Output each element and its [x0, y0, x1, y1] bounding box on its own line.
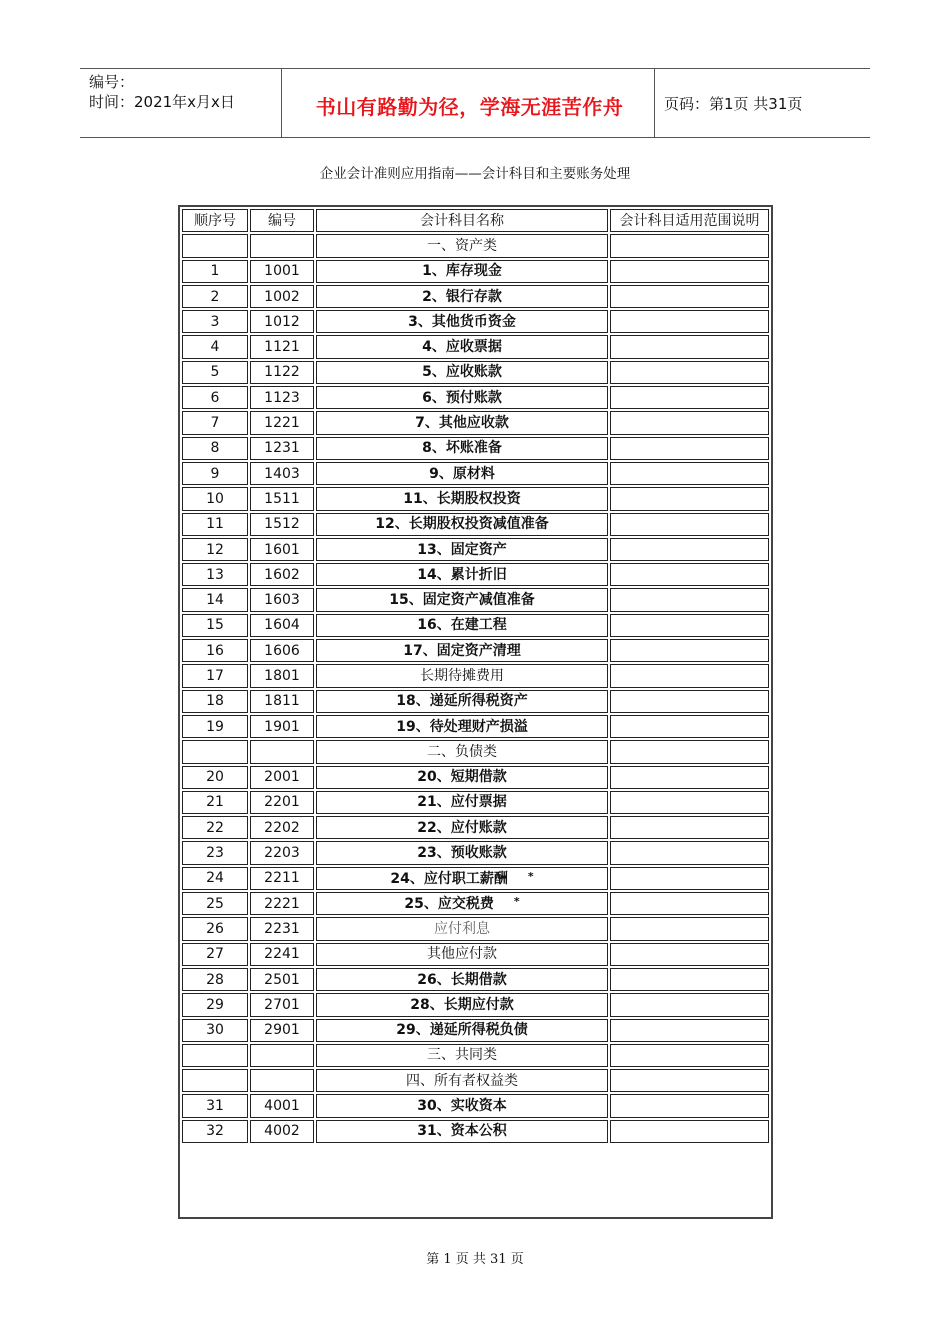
- table-row: [182, 285, 769, 308]
- cell-code: 1001: [250, 260, 314, 283]
- cell-scope: [610, 841, 769, 864]
- cell-scope: [610, 917, 769, 940]
- table-row: [182, 715, 769, 738]
- cell-code: 2501: [250, 968, 314, 991]
- cell-seq: 2: [182, 285, 248, 308]
- cell-account-name: [316, 1019, 608, 1042]
- table-header-row: [182, 209, 769, 232]
- account-name-text: 4、应收票据: [422, 339, 502, 356]
- page-info: 页码：第1页 共31页: [664, 95, 803, 113]
- account-name-text: 9、原材料: [429, 465, 495, 482]
- cell-code: 2241: [250, 943, 314, 966]
- cell-seq: 7: [182, 411, 248, 434]
- cell-code: [250, 234, 314, 257]
- account-name-text: 四、所有者权益类: [406, 1072, 518, 1089]
- cell-seq: [182, 740, 248, 763]
- cell-code: 1601: [250, 538, 314, 561]
- account-name-text: 18、递延所得税资产: [396, 693, 528, 710]
- account-name-text: 三、共同类: [427, 1047, 497, 1064]
- account-name-text: 应付利息: [434, 920, 490, 937]
- account-name-text: 29、递延所得税负债: [396, 1022, 528, 1039]
- asterisk-mark: *: [527, 869, 534, 883]
- cell-code: 2202: [250, 816, 314, 839]
- cell-scope: [610, 487, 769, 510]
- header-divider: [654, 69, 655, 137]
- cell-code: 2203: [250, 841, 314, 864]
- document-title: 企业会计准则应用指南——会计科目和主要账务处理: [319, 166, 631, 182]
- cell-seq: 15: [182, 614, 248, 637]
- page-footer: 第 1 页 共 31 页: [426, 1252, 524, 1267]
- cell-account-name: [316, 538, 608, 561]
- cell-account-name: [316, 310, 608, 333]
- table-row: [182, 968, 769, 991]
- cell-scope: [610, 867, 769, 890]
- cell-account-name: [316, 1069, 608, 1092]
- table-row: [182, 841, 769, 864]
- cell-seq: 29: [182, 993, 248, 1016]
- cell-account-name: [316, 816, 608, 839]
- header-divider: [281, 69, 282, 137]
- cell-scope: [610, 260, 769, 283]
- cell-seq: 20: [182, 766, 248, 789]
- table-row: [182, 260, 769, 283]
- cell-scope: [610, 1094, 769, 1117]
- cell-code: 2231: [250, 917, 314, 940]
- table-row: [182, 690, 769, 713]
- cell-scope: [610, 1019, 769, 1042]
- col-header-seq: 顺序号: [182, 209, 248, 232]
- table-row: [182, 335, 769, 358]
- cell-scope: [610, 538, 769, 561]
- cell-code: 1221: [250, 411, 314, 434]
- cell-account-name: [316, 968, 608, 991]
- account-name-text: 22、应付账款: [417, 819, 507, 836]
- cell-scope: [610, 740, 769, 763]
- account-name-text: 2、银行存款: [422, 288, 502, 305]
- cell-account-name: [316, 1044, 608, 1067]
- cell-code: 1231: [250, 437, 314, 460]
- account-name-text: 19、待处理财产损溢: [396, 718, 528, 735]
- col-header-name: 会计科目名称: [316, 209, 608, 232]
- cell-code: 1801: [250, 664, 314, 687]
- cell-account-name: [316, 993, 608, 1016]
- cell-seq: 22: [182, 816, 248, 839]
- col-header-code: 编号: [250, 209, 314, 232]
- cell-scope: [610, 791, 769, 814]
- cell-account-name: [316, 588, 608, 611]
- table-row: [182, 411, 769, 434]
- cell-code: 4001: [250, 1094, 314, 1117]
- cell-scope: [610, 1044, 769, 1067]
- account-name-text: 11、长期股权投资: [403, 490, 521, 507]
- cell-code: 1121: [250, 335, 314, 358]
- cell-account-name: [316, 917, 608, 940]
- cell-account-name: [316, 614, 608, 637]
- cell-scope: [610, 588, 769, 611]
- cell-scope: [610, 563, 769, 586]
- cell-code: [250, 740, 314, 763]
- cell-scope: [610, 715, 769, 738]
- table-row: [182, 588, 769, 611]
- cell-seq: [182, 1044, 248, 1067]
- cell-seq: 3: [182, 310, 248, 333]
- cell-account-name: [316, 462, 608, 485]
- cell-account-name: [316, 841, 608, 864]
- cell-account-name: [316, 1094, 608, 1117]
- account-name-text: 长期待摊费用: [420, 667, 504, 684]
- cell-account-name: [316, 437, 608, 460]
- header-motto: 书山有路勤为径，学海无涯苦作舟: [315, 95, 624, 119]
- cell-seq: 19: [182, 715, 248, 738]
- cell-code: [250, 1069, 314, 1092]
- table-row: [182, 386, 769, 409]
- cell-account-name: [316, 563, 608, 586]
- account-name-text: 25、应交税费: [404, 896, 494, 913]
- cell-seq: 14: [182, 588, 248, 611]
- cell-seq: 12: [182, 538, 248, 561]
- cell-seq: 23: [182, 841, 248, 864]
- table-row: [182, 1044, 769, 1067]
- cell-seq: 17: [182, 664, 248, 687]
- cell-scope: [610, 310, 769, 333]
- table-row: [182, 1120, 769, 1143]
- account-name-text: 6、预付账款: [422, 389, 502, 406]
- cell-account-name: [316, 943, 608, 966]
- table-row: [182, 563, 769, 586]
- cell-code: 2211: [250, 867, 314, 890]
- cell-account-name: [316, 766, 608, 789]
- cell-scope: [610, 968, 769, 991]
- cell-seq: 16: [182, 639, 248, 662]
- cell-code: 2701: [250, 993, 314, 1016]
- cell-seq: 4: [182, 335, 248, 358]
- cell-code: 4002: [250, 1120, 314, 1143]
- header-left-block: [89, 72, 235, 112]
- account-name-text: 二、负债类: [427, 743, 497, 760]
- cell-code: 1511: [250, 487, 314, 510]
- account-name-text: 8、坏账准备: [422, 440, 502, 457]
- table-row: [182, 816, 769, 839]
- accounts-table: [178, 205, 773, 1219]
- cell-seq: 6: [182, 386, 248, 409]
- table-row: [182, 1094, 769, 1117]
- cell-seq: [182, 234, 248, 257]
- cell-scope: [610, 943, 769, 966]
- cell-scope: [610, 816, 769, 839]
- account-name-text: 31、资本公积: [417, 1123, 507, 1140]
- cell-scope: [610, 892, 769, 915]
- table-row: [182, 361, 769, 384]
- account-name-text: 30、实收资本: [417, 1098, 507, 1115]
- cell-seq: 8: [182, 437, 248, 460]
- time-label: 时间：2021年x月x日: [89, 93, 235, 111]
- cell-scope: [610, 234, 769, 257]
- account-name-text: 24、应付职工薪酬: [390, 870, 508, 887]
- cell-seq: 28: [182, 968, 248, 991]
- cell-account-name: [316, 386, 608, 409]
- account-name-text: 15、固定资产减值准备: [389, 592, 535, 609]
- cell-account-name: [316, 664, 608, 687]
- table-row: [182, 538, 769, 561]
- table-row: [182, 867, 769, 890]
- cell-seq: 30: [182, 1019, 248, 1042]
- cell-account-name: [316, 867, 608, 890]
- cell-account-name: [316, 487, 608, 510]
- cell-seq: 9: [182, 462, 248, 485]
- cell-seq: 25: [182, 892, 248, 915]
- cell-code: 1606: [250, 639, 314, 662]
- account-name-text: 12、长期股权投资减值准备: [375, 516, 549, 533]
- cell-account-name: [316, 715, 608, 738]
- account-name-text: 26、长期借款: [417, 971, 507, 988]
- cell-seq: 18: [182, 690, 248, 713]
- cell-account-name: [316, 740, 608, 763]
- cell-account-name: [316, 639, 608, 662]
- cell-seq: 31: [182, 1094, 248, 1117]
- cell-seq: 24: [182, 867, 248, 890]
- table-row: [182, 791, 769, 814]
- table-row: [182, 513, 769, 536]
- cell-scope: [610, 1120, 769, 1143]
- table-row: [182, 993, 769, 1016]
- account-name-text: 14、累计折旧: [417, 566, 507, 583]
- cell-scope: [610, 690, 769, 713]
- account-name-text: 3、其他货币资金: [408, 313, 516, 330]
- account-name-text: 20、短期借款: [417, 769, 507, 786]
- cell-account-name: [316, 411, 608, 434]
- cell-code: 1012: [250, 310, 314, 333]
- cell-scope: [610, 361, 769, 384]
- account-name-text: 7、其他应收款: [415, 415, 509, 432]
- account-name-text: 28、长期应付款: [410, 996, 514, 1013]
- cell-seq: 1: [182, 260, 248, 283]
- cell-account-name: [316, 513, 608, 536]
- cell-scope: [610, 614, 769, 637]
- cell-seq: 13: [182, 563, 248, 586]
- table-row: [182, 234, 769, 257]
- cell-code: 1512: [250, 513, 314, 536]
- table-row: [182, 462, 769, 485]
- cell-account-name: [316, 690, 608, 713]
- cell-seq: 32: [182, 1120, 248, 1143]
- cell-seq: 5: [182, 361, 248, 384]
- cell-account-name: [316, 234, 608, 257]
- number-label: 编号：: [89, 73, 135, 91]
- asterisk-mark: *: [513, 895, 520, 909]
- cell-seq: 11: [182, 513, 248, 536]
- cell-scope: [610, 639, 769, 662]
- cell-account-name: [316, 791, 608, 814]
- cell-scope: [610, 462, 769, 485]
- page-header: [80, 68, 870, 138]
- account-name-text: 21、应付票据: [417, 794, 507, 811]
- table-row: [182, 664, 769, 687]
- cell-scope: [610, 386, 769, 409]
- cell-seq: 21: [182, 791, 248, 814]
- cell-seq: 26: [182, 917, 248, 940]
- table-body: [182, 234, 769, 1143]
- cell-code: 1602: [250, 563, 314, 586]
- cell-code: 1123: [250, 386, 314, 409]
- cell-account-name: [316, 1120, 608, 1143]
- cell-code: 1603: [250, 588, 314, 611]
- cell-scope: [610, 335, 769, 358]
- cell-scope: [610, 1069, 769, 1092]
- cell-account-name: [316, 892, 608, 915]
- table-row: [182, 1069, 769, 1092]
- table-row: [182, 310, 769, 333]
- cell-scope: [610, 766, 769, 789]
- cell-scope: [610, 664, 769, 687]
- cell-code: 1811: [250, 690, 314, 713]
- cell-scope: [610, 411, 769, 434]
- cell-code: 2901: [250, 1019, 314, 1042]
- cell-code: 1403: [250, 462, 314, 485]
- cell-code: 1901: [250, 715, 314, 738]
- cell-scope: [610, 285, 769, 308]
- cell-code: 2201: [250, 791, 314, 814]
- account-name-text: 一、资产类: [427, 237, 497, 254]
- cell-account-name: [316, 260, 608, 283]
- cell-account-name: [316, 361, 608, 384]
- account-name-text: 16、在建工程: [417, 617, 507, 634]
- cell-seq: [182, 1069, 248, 1092]
- cell-code: 1122: [250, 361, 314, 384]
- cell-code: [250, 1044, 314, 1067]
- table-row: [182, 766, 769, 789]
- cell-account-name: [316, 335, 608, 358]
- cell-seq: 27: [182, 943, 248, 966]
- cell-code: 2001: [250, 766, 314, 789]
- table-row: [182, 917, 769, 940]
- account-name-text: 其他应付款: [427, 946, 497, 963]
- table-row: [182, 487, 769, 510]
- cell-code: 1002: [250, 285, 314, 308]
- table-row: [182, 614, 769, 637]
- cell-seq: 10: [182, 487, 248, 510]
- table-row: [182, 892, 769, 915]
- account-name-text: 5、应收账款: [422, 364, 502, 381]
- table-row: [182, 1019, 769, 1042]
- table-row: [182, 639, 769, 662]
- table-row: [182, 740, 769, 763]
- account-name-text: 13、固定资产: [417, 541, 507, 558]
- col-header-scope: 会计科目适用范围说明: [610, 209, 769, 232]
- table-row: [182, 437, 769, 460]
- cell-code: 1604: [250, 614, 314, 637]
- cell-scope: [610, 513, 769, 536]
- cell-scope: [610, 437, 769, 460]
- account-name-text: 23、预收账款: [417, 845, 507, 862]
- cell-code: 2221: [250, 892, 314, 915]
- account-name-text: 17、固定资产清理: [403, 642, 521, 659]
- account-name-text: 1、库存现金: [422, 263, 502, 280]
- table-row: [182, 943, 769, 966]
- cell-scope: [610, 993, 769, 1016]
- cell-account-name: [316, 285, 608, 308]
